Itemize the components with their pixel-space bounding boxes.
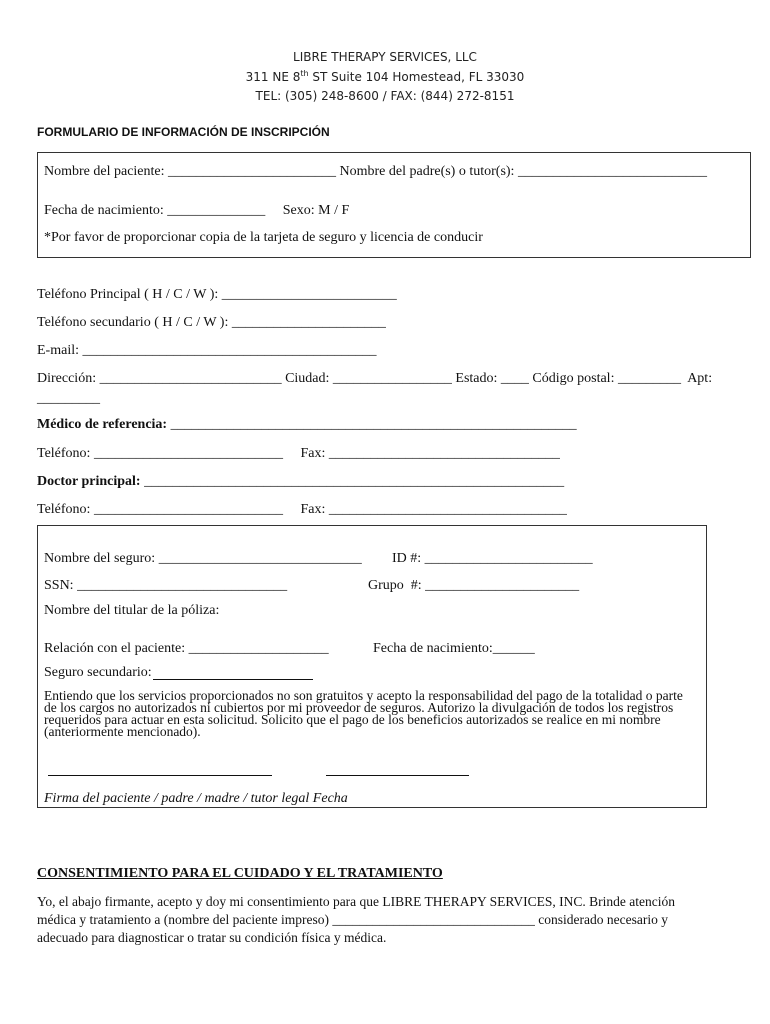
address-field[interactable]: Dirección: __________________________ Ciudad: _________________ Estado: ____ Código postal: _________ Apt: <box>37 371 713 386</box>
holder-birthdate-field[interactable]: Fecha de nacimiento:______ <box>373 641 535 656</box>
address-continuation[interactable]: _________ <box>37 391 100 406</box>
consent-line-3: adecuado para diagnosticar o tratar su condición física y médica. <box>37 930 387 945</box>
consent-line-2[interactable]: médica y tratamiento a (nombre del paciente impreso) ______________________________ considerado necesario y <box>37 912 668 927</box>
address-pre: 311 NE 8 <box>245 70 301 84</box>
secondary-insurance-line <box>153 679 313 680</box>
group-field[interactable]: Grupo #: ______________________ <box>368 578 580 593</box>
company-phone-fax: TEL: (305) 248-8600 / FAX: (844) 272-8151 <box>255 89 515 103</box>
ssn-field[interactable]: SSN: ______________________________ <box>44 578 288 593</box>
signature-caption: Firma del paciente / padre / madre / tutor legal Fecha <box>44 791 348 806</box>
phone-secondary-field[interactable]: Teléfono secundario ( H / C / W ): ______________________ <box>37 315 386 330</box>
address-sup: th <box>300 69 309 78</box>
relation-field[interactable]: Relación con el paciente: ____________________ <box>44 641 329 656</box>
insurance-id-field[interactable]: ID #: ________________________ <box>392 551 593 566</box>
primary-doctor-line: ____________________________________________________________ <box>140 474 565 489</box>
signature-line[interactable] <box>48 775 272 776</box>
company-name: LIBRE THERAPY SERVICES, LLC <box>293 50 477 64</box>
birthdate-sex-field[interactable]: Fecha de nacimiento: ______________ Sexo: M / F <box>44 203 350 218</box>
primary-phone-fax-field[interactable]: Teléfono: ___________________________ Fax: __________________________________ <box>37 502 567 517</box>
insurance-name-field[interactable]: Nombre del seguro: _____________________________ <box>44 551 362 566</box>
insurance-copy-note: *Por favor de proporcionar copia de la tarjeta de seguro y licencia de conducir <box>44 230 483 245</box>
referral-doctor-label: Médico de referencia: <box>37 417 168 432</box>
referral-doctor-field[interactable] <box>37 417 577 433</box>
patient-name-field[interactable]: Nombre del paciente: ________________________ Nombre del padre(s) o tutor(s): ___________________________ <box>44 164 707 179</box>
address-post: ST Suite 104 Homestead, FL 33030 <box>308 70 525 84</box>
secondary-insurance-field[interactable] <box>44 665 155 681</box>
date-line[interactable] <box>326 775 469 776</box>
primary-doctor-field[interactable] <box>37 474 564 490</box>
referral-doctor-line: __________________________________________________________ <box>167 417 577 432</box>
referral-phone-fax-field[interactable]: Teléfono: ___________________________ Fax: _________________________________ <box>37 446 560 461</box>
secondary-insurance-label: Seguro secundario: <box>44 665 156 680</box>
email-field[interactable]: E-mail: __________________________________________ <box>37 343 377 358</box>
phone-primary-field[interactable]: Teléfono Principal ( H / C / W ): _________________________ <box>37 287 397 302</box>
primary-doctor-label: Doctor principal: <box>37 474 141 489</box>
financial-consent-text: Entiendo que los servicios proporcionados no son gratuitos y acepto la responsabilidad del pago de la totalidad o parte de los cargos no autorizados ni cubiertos por mi proveedor de seguros. Autorizo la divulgación de todos los registros requeridos para actuar en esta solicitud. Solicito que el pago de los beneficios autorizados se realice en mi nombre (anteriormente mencionado). <box>44 688 683 739</box>
form-title: FORMULARIO DE INFORMACIÓN DE INSCRIPCIÓN <box>37 125 330 139</box>
policy-holder-field[interactable]: Nombre del titular de la póliza: <box>44 603 220 618</box>
company-address <box>0 69 770 84</box>
consent-title: CONSENTIMIENTO PARA EL CUIDADO Y EL TRATAMIENTO <box>37 866 443 881</box>
consent-line-1: Yo, el abajo firmante, acepto y doy mi consentimiento para que LIBRE THERAPY SERVICES, INC. Brinde atención <box>37 894 675 909</box>
